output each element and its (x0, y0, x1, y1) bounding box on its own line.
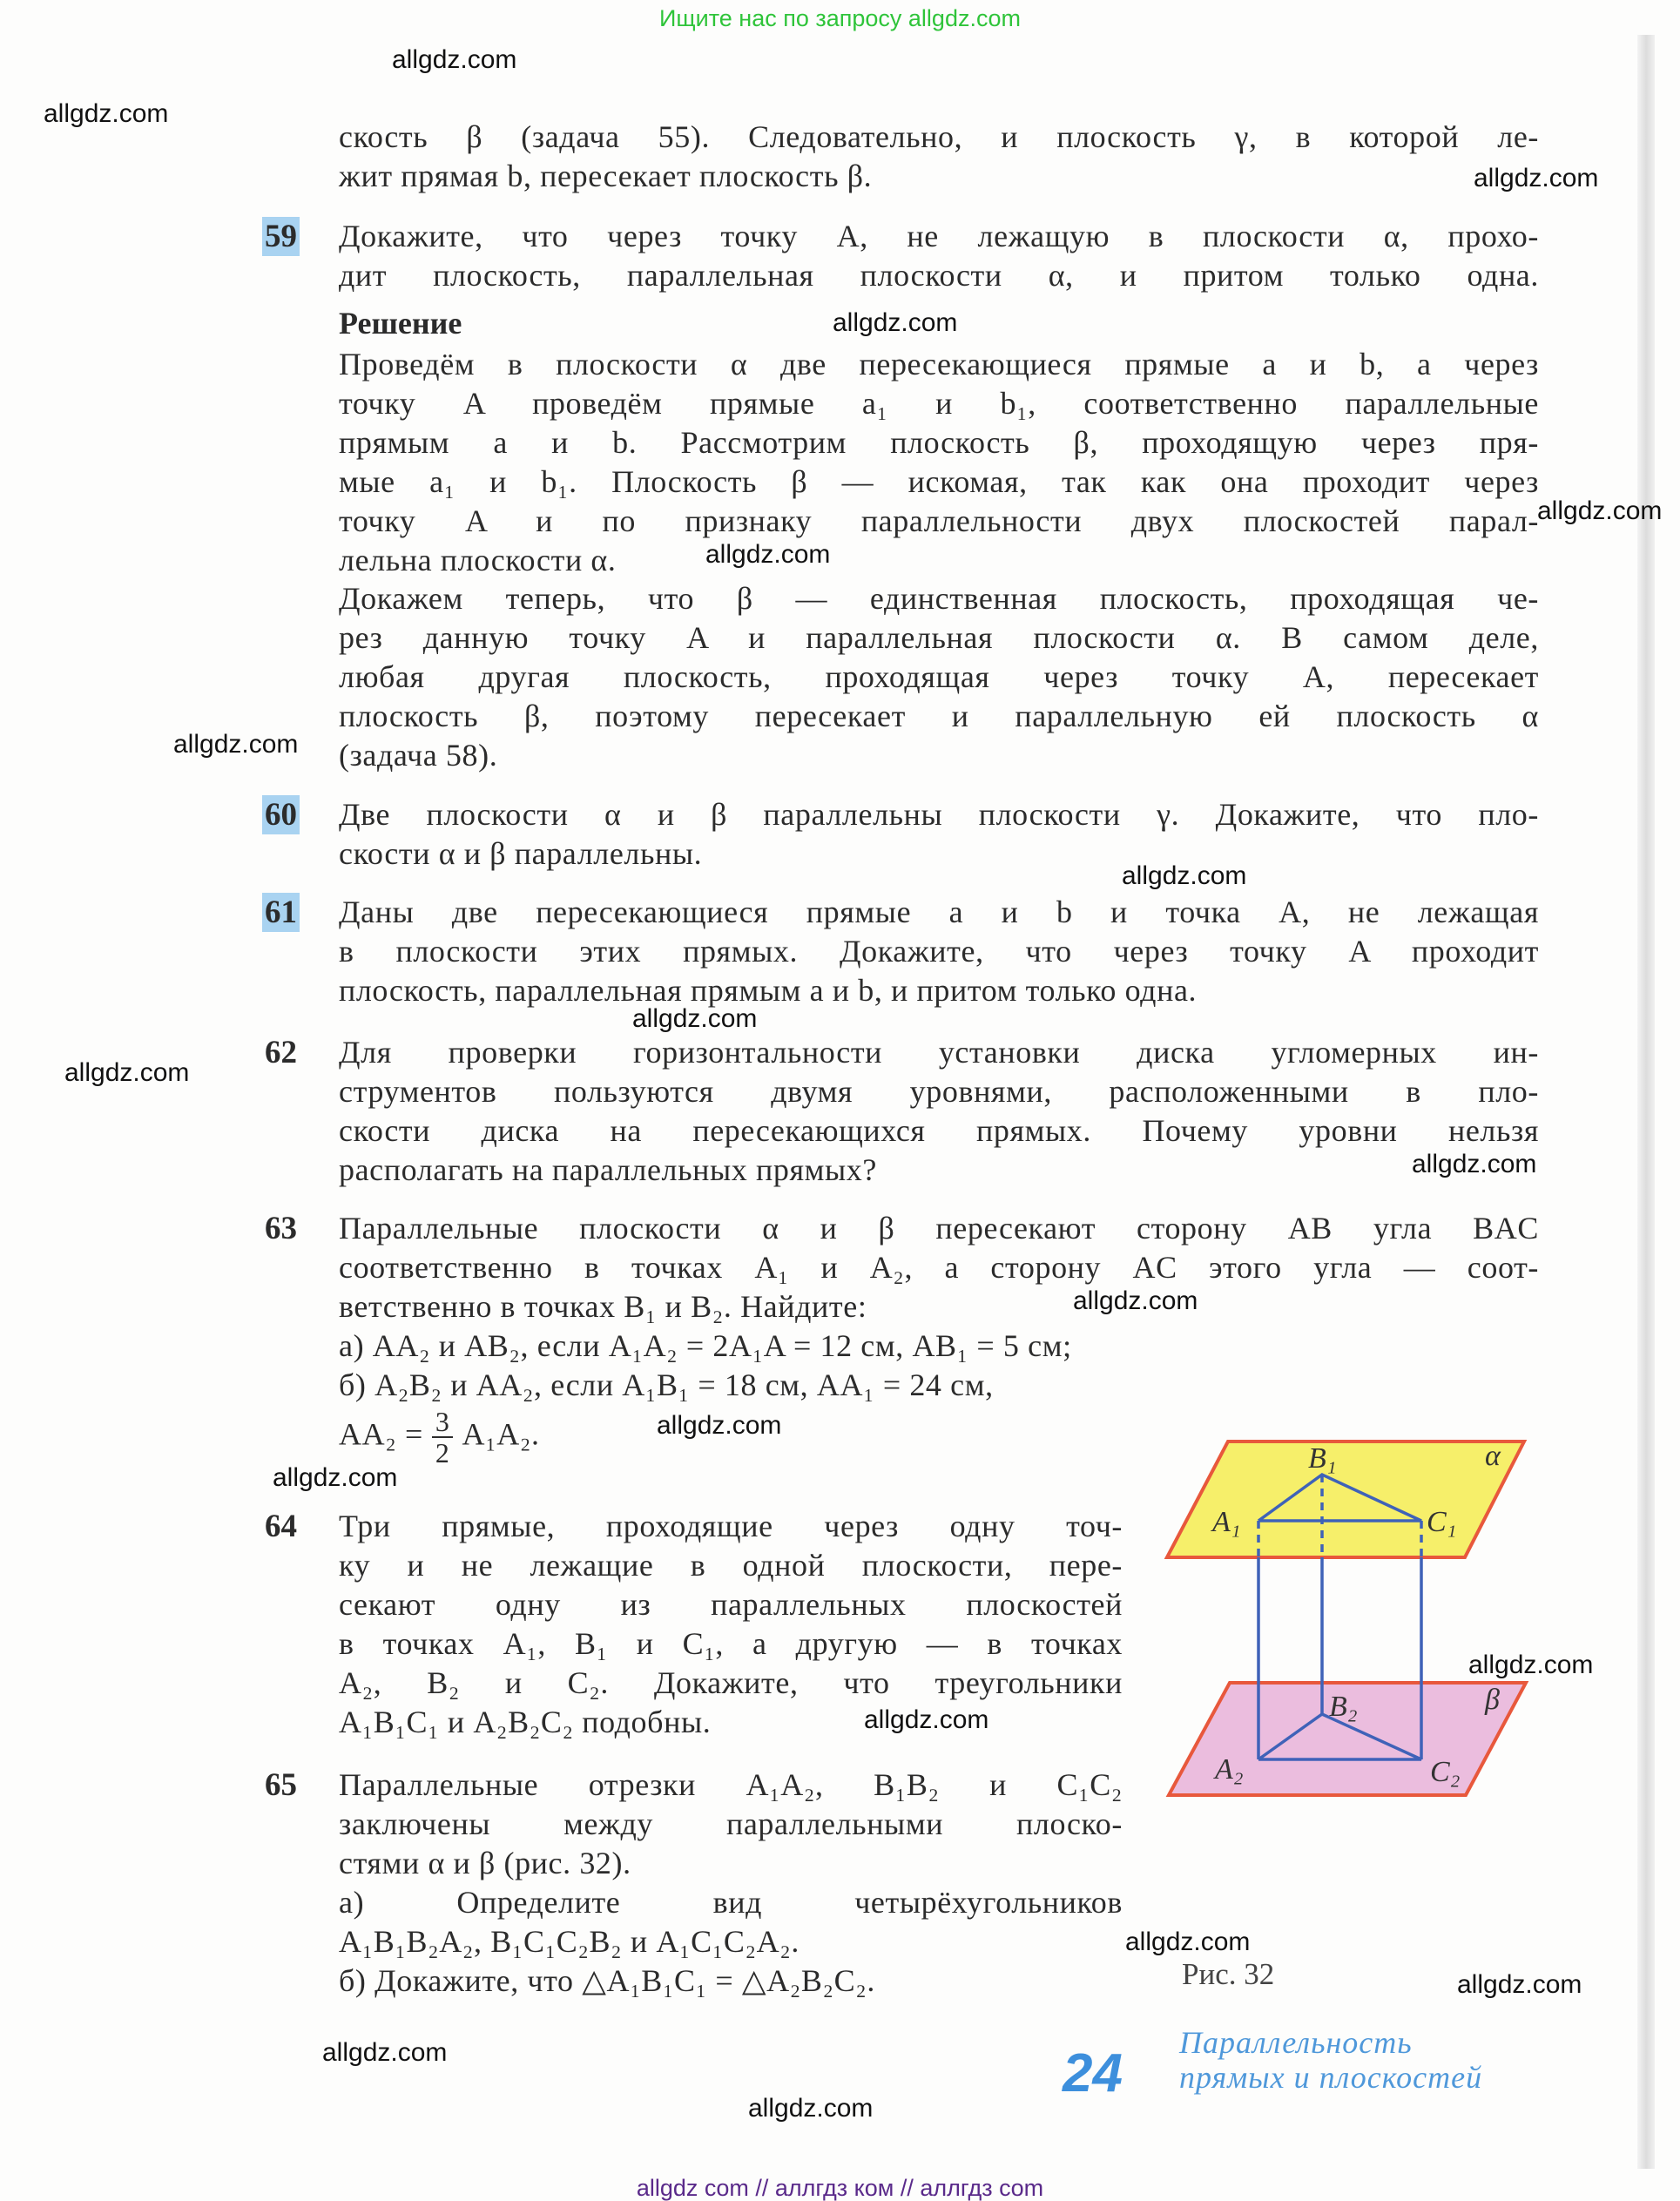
formula-right: A₁A₂. (462, 1416, 540, 1452)
chapter-title (1179, 2025, 1482, 2095)
text-line: лельна плоскости α. (339, 543, 617, 577)
text-line: стями α и β (рис. 32). (339, 1846, 631, 1880)
label-c2: C₂ (1430, 1756, 1461, 1788)
watermark: allgdz.com (705, 540, 831, 569)
label-a1: A₁ (1212, 1506, 1241, 1538)
text-line: A₁B₁C₁ и A₂B₂C₂ подобны. (339, 1705, 712, 1739)
text-line: располагать на параллельных прямых? (339, 1152, 877, 1187)
watermark: allgdz.com (864, 1705, 989, 1734)
problem-number-60: 60 (262, 795, 300, 834)
text-line: A₂, B₂ и C₂. Докажите, что треугольники (339, 1665, 1123, 1700)
problem-60-text (339, 795, 1539, 874)
text-line: плоскость β, поэтому пересекает и параллельную ей плоскость α (339, 699, 1539, 733)
problem-61-text (339, 893, 1539, 1010)
text-line: в точках A₁, B₁ и C₁, а другую — в точках (339, 1626, 1123, 1661)
fraction-numerator: 3 (432, 1407, 454, 1438)
text-line: б) A₂B₂ и AA₂, если A₁B₁ = 18 см, AA₁ = 24 см, (339, 1367, 994, 1402)
label-b2: B₂ (1329, 1691, 1358, 1723)
text-line: а) AA₂ и AB₂, если A₁A₂ = 2A₁A = 12 см, AB₁ = 5 см; (339, 1328, 1072, 1363)
text-line: дит плоскость, параллельная плоскости α, и притом только одна. (339, 258, 1539, 293)
text-line: рез данную точку A и параллельная плоскости α. В самом деле, (339, 620, 1539, 655)
text-line: (задача 58). (339, 738, 498, 773)
fraction (432, 1407, 454, 1468)
text-line: Для проверки горизонтальности установки диска угломерных ин- (339, 1035, 1539, 1070)
text-line: Параллельные отрезки A₁A₂, B₁B₂ и C₁C₂ (339, 1767, 1123, 1802)
text-line: Докажите, что через точку A, не лежащую в плоскости α, прохо- (339, 219, 1539, 253)
bottom-watermark: allgdz com // аллгдз ком // аллгдз com (636, 2175, 1044, 2201)
figure-caption: Рис. 32 (1182, 1957, 1275, 1991)
text-line: Докажем теперь, что β — единственная плоскость, проходящая че- (339, 581, 1539, 616)
watermark: allgdz.com (64, 1058, 190, 1087)
watermark: allgdz.com (1474, 164, 1599, 192)
problem-59-text (339, 217, 1539, 295)
watermark: allgdz.com (1537, 496, 1663, 525)
text-line: ветственно в точках B₁ и B₂. Найдите: (339, 1289, 867, 1324)
watermark: allgdz.com (1457, 1970, 1582, 1999)
solution-paragraph-2 (339, 579, 1539, 775)
watermark: allgdz.com (833, 308, 958, 337)
chapter-title-line: Параллельность (1179, 2025, 1413, 2060)
top-watermark: Ищите нас по запросу allgdz.com (659, 5, 1021, 31)
watermark: allgdz.com (632, 1004, 758, 1033)
watermark: allgdz.com (1073, 1286, 1198, 1315)
solution-paragraph-1 (339, 345, 1539, 580)
label-b1: B₁ (1308, 1442, 1337, 1475)
problem-number-61: 61 (262, 893, 300, 932)
problem-62-text (339, 1033, 1539, 1190)
watermark: allgdz.com (1468, 1651, 1594, 1679)
text-line: любая другая плоскость, проходящая через точку A, пересекает (339, 659, 1539, 694)
text-line: мые a₁ и b₁. Плоскость β — искомая, так как она проходит через (339, 464, 1539, 499)
label-alpha: α (1485, 1440, 1501, 1472)
chapter-title-line: прямых и плоскостей (1179, 2060, 1483, 2095)
page-edge-shadow (1637, 35, 1655, 2169)
problem-64-text (339, 1507, 1123, 1742)
formula-left: AA₂ = (339, 1416, 423, 1452)
text-line: секают одну из параллельных плоскостей (339, 1587, 1123, 1622)
text-line: заключены между параллельными плоско- (339, 1806, 1123, 1841)
solution-heading: Решение (339, 306, 462, 341)
text-line: A₁B₁B₂A₂, B₁C₁C₂B₂ и A₁C₁C₂A₂. (339, 1924, 800, 1959)
text-line: б) Докажите, что △A₁B₁C₁ = △A₂B₂C₂. (339, 1963, 876, 1998)
text-line: Параллельные плоскости α и β пересекают сторону AB угла BAC (339, 1211, 1539, 1246)
watermark: allgdz.com (322, 2038, 448, 2067)
problem-number-63: 63 (265, 1211, 297, 1246)
watermark: allgdz.com (657, 1411, 782, 1440)
text-line: точку A и по признаку параллельности двух плоскостей парал- (339, 503, 1539, 538)
label-beta: β (1485, 1684, 1500, 1716)
fraction-denominator: 2 (435, 1437, 450, 1468)
label-a2: A₂ (1215, 1753, 1244, 1786)
watermark: allgdz.com (273, 1463, 398, 1492)
text-line: скость β (задача 55). Следовательно, и плоскость γ, в которой ле- (339, 119, 1539, 154)
text-line: Две плоскости α и β параллельны плоскости γ. Докажите, что пло- (339, 797, 1539, 832)
watermark: allgdz.com (44, 99, 169, 128)
watermark: allgdz.com (1122, 861, 1247, 890)
text-line: плоскость, параллельная прямым a и b, и притом только одна. (339, 973, 1198, 1008)
watermark: allgdz.com (392, 45, 517, 74)
text-line: Проведём в плоскости α две пересекающиеся прямые a и b, а через (339, 347, 1539, 381)
watermark: allgdz.com (1125, 1928, 1251, 1956)
text-line: в плоскости этих прямых. Докажите, что через точку A проходит (339, 934, 1539, 969)
text-line: струментов пользуются двумя уровнями, расположенными в пло- (339, 1074, 1539, 1109)
text-line: Даны две пересекающиеся прямые a и b и точка A, не лежащая (339, 895, 1539, 929)
text-line: прямым a и b. Рассмотрим плоскость β, проходящую через пря- (339, 425, 1539, 460)
watermark: allgdz.com (173, 730, 299, 759)
watermark: allgdz.com (748, 2094, 874, 2123)
text-line: жит прямая b, пересекает плоскость β. (339, 159, 873, 193)
text-line: точку A проведём прямые a₁ и b₁, соответственно параллельные (339, 386, 1539, 421)
problem-number-59: 59 (262, 217, 300, 256)
text-line: соответственно в точках A₁ и A₂, а сторону AC этого угла — соот- (339, 1250, 1539, 1285)
problem-number-65: 65 (265, 1767, 297, 1803)
text-line: скости α и β параллельны. (339, 836, 703, 871)
watermark: allgdz.com (1412, 1150, 1537, 1178)
text-line: а) Определите вид четырёхугольников (339, 1885, 1123, 1920)
text-line: Три прямые, проходящие через одну точ- (339, 1509, 1123, 1543)
label-c1: C₁ (1427, 1506, 1457, 1538)
text-line: ку и не лежащие в одной плоскости, пере- (339, 1548, 1123, 1583)
plane-alpha (1167, 1441, 1524, 1557)
problem-65-text (339, 1766, 1123, 2001)
text-line: скости диска на пересекающихся прямых. Почему уровни нельзя (339, 1113, 1539, 1148)
intro-paragraph (339, 118, 1539, 196)
problem-number-64: 64 (265, 1509, 297, 1544)
problem-number-62: 62 (265, 1035, 297, 1070)
page-number: 24 (1063, 2043, 1123, 2103)
